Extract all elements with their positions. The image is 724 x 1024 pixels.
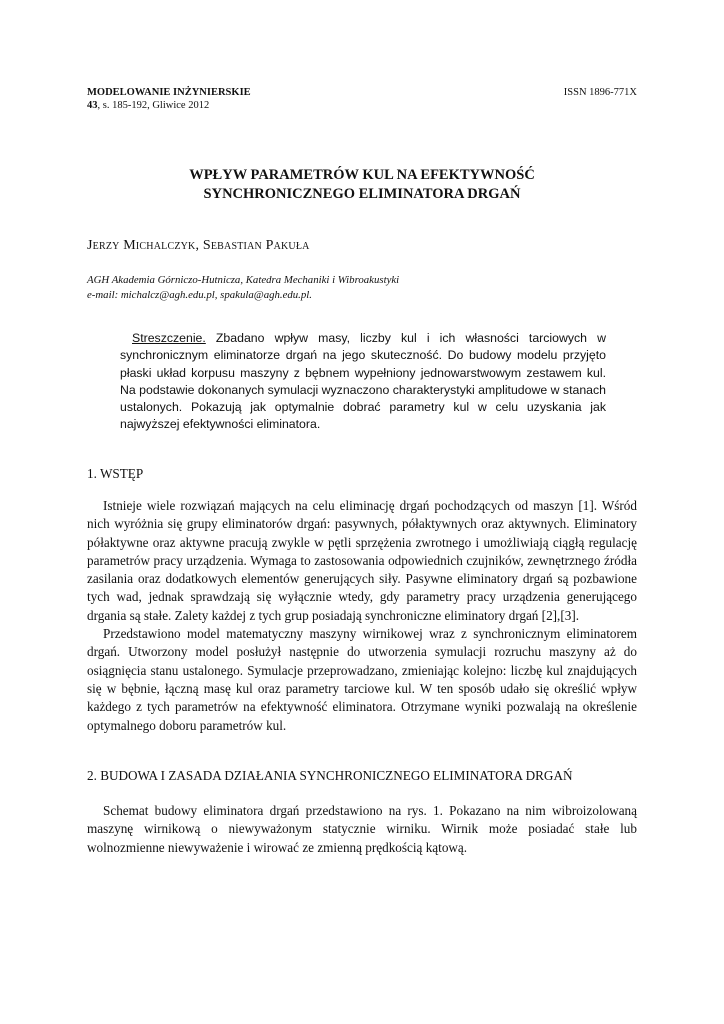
section-1-paragraph-2: Przedstawiono model matematyczny maszyny wirnikowej wraz z synchronicznym eliminatorem drgań. Utworzony model posłużył następnie do utworzenia symulacji rozruchu maszyny aż do osiągnięcia stanu ustalonego. Symulacje przeprowadzano, zmieniając kolejno: liczbę kul znajdujących się w bębnie, łączną masę kul oraz parametry tarciowe kul. W ten sposób udało się określić wpływ każdego z tych parametrów na efektywność eliminatora. Otrzymane wyniki pozwalają na określenie optymalnego doboru parametrów kul. — [87, 626, 637, 733]
section-1-body — [87, 497, 637, 735]
section-1-heading: 1. WSTĘP — [87, 466, 144, 481]
paper-page — [87, 0, 637, 1024]
section-2-heading: 2. BUDOWA I ZASADA DZIAŁANIA SYNCHRONICZNEGO ELIMINATORA DRGAŃ — [87, 768, 573, 783]
journal-header — [87, 86, 637, 112]
volume-info — [87, 99, 637, 112]
title-line-1: WPŁYW PARAMETRÓW KUL NA EFEKTYWNOŚĆ — [189, 167, 535, 183]
issn: ISSN 1896-771X — [563, 87, 637, 98]
affiliation-email: e-mail: michalcz@agh.edu.pl, spakula@agh.edu.pl. — [87, 289, 312, 301]
affiliation-institution: AGH Akademia Górniczo-Hutnicza, Katedra Mechaniki i Wibroakustyki — [87, 274, 400, 286]
section-2-paragraph-1: Schemat budowy eliminatora drgań przedstawiono na rys. 1. Pokazano na nim wibroizolowaną maszynę wirnikową o niewyważonym statycznie wirniku. Wirnik może posiadać stałe lub wolnozmienne niewyważenie i wirować ze zmienną prędkością kątową. — [87, 803, 637, 855]
abstract-label: Streszczenie. — [132, 331, 206, 345]
journal-name: MODELOWANIE INŻYNIERSKIE — [87, 87, 251, 98]
abstract — [120, 330, 606, 434]
pages-place: , s. 185-192, Gliwice 2012 — [97, 100, 210, 111]
paper-title — [87, 166, 637, 204]
section-1-paragraph-1: Istnieje wiele rozwiązań mających na celu eliminację drgań pochodzących od maszyn [1]. Wśród nich wyróżnia się grupy eliminatorów drgań: pasywnych, półaktywnych oraz aktywnych. Eliminatory półaktywne oraz aktywne pracują zwykle w pętli sprzężenia zwrotnego i umożliwiają ciągłą regulację parametrów pracy urządzenia. Wymaga to zastosowania odpowiednich czujników, zewnętrznego źródła zasilania oraz dodatkowych elementów generujących siły. Pasywne eliminatory drgań są pozbawione tych wad, jednak sprawdzają się wyłącznie wtedy, gdy parametry pracy urządzenia generującego drgania są stałe. Zalety każdej z tych grup posiadają synchroniczne eliminatory drgań [2],[3]. — [87, 498, 637, 623]
abstract-text: Zbadano wpływ masy, liczby kul i ich własności tarciowych w synchronicznym eliminatorze drgań na jego skuteczność. Do budowy modelu przyjęto płaski układ korpusu maszyny z bębnem wypełniony jednowarstwowym zestawem kul. Na podstawie dokonanych symulacji wyznaczono charakterystyki amplitudowe w stanach ustalonych. Pokazują jak optymalnie dobrać parametry kul w celu uzyskania jak najwyższej efektywności eliminatora. — [120, 331, 606, 432]
section-2-body — [87, 802, 637, 857]
affiliation — [87, 273, 399, 303]
title-line-2: SYNCHRONICZNEGO ELIMINATORA DRGAŃ — [203, 186, 521, 202]
volume-number: 43 — [87, 100, 98, 111]
authors: Jerzy Michalczyk, Sebastian Pakuła — [87, 238, 310, 253]
